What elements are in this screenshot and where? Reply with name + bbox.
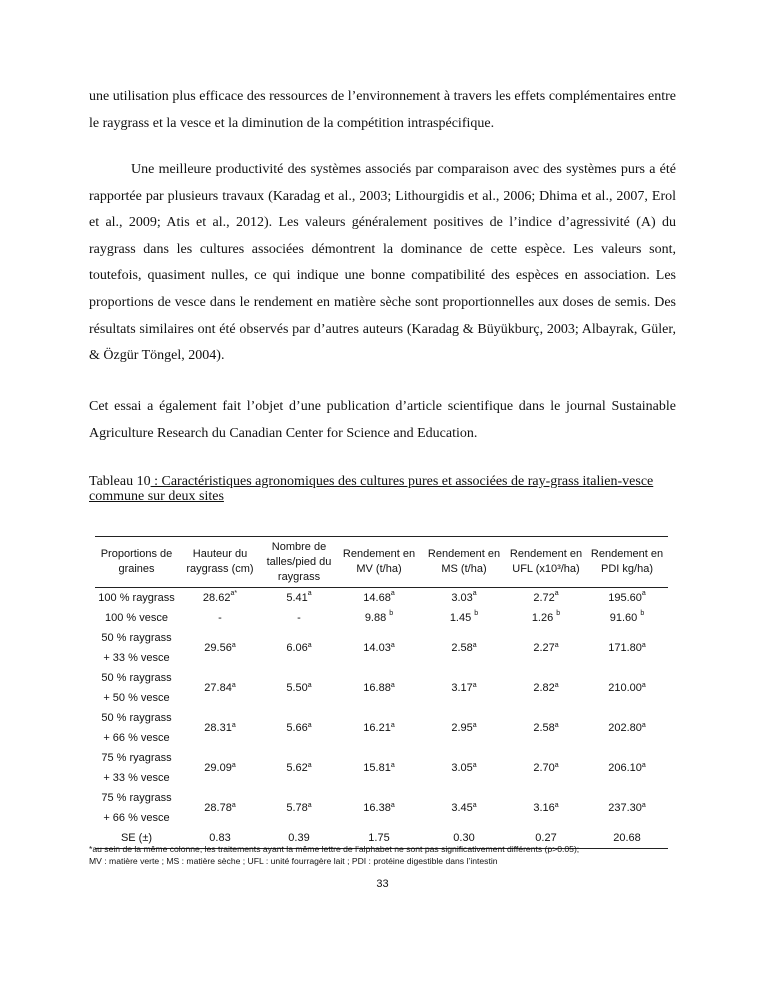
proportion-line-1: 50 % raygrass [101, 632, 172, 644]
value-cell [586, 788, 668, 828]
cell-value: 14.03 [363, 642, 391, 654]
value-cell [336, 788, 422, 828]
value-cell [586, 588, 668, 609]
significance-letter: a [554, 590, 559, 597]
significance-letter: a [641, 722, 646, 729]
proportion-cell [95, 668, 178, 708]
value-cell [586, 628, 668, 668]
cell-value: 2.27 [533, 642, 555, 654]
value-cell [336, 748, 422, 788]
value-cell [422, 608, 506, 628]
value-cell [178, 748, 262, 788]
header-cell: Proportions de graines [95, 537, 178, 588]
value-cell [336, 588, 422, 609]
significance-letter: b [389, 610, 394, 617]
value-cell [262, 588, 336, 609]
significance-letter: a [641, 590, 646, 597]
proportion-cell [95, 748, 178, 788]
significance-letter: a [472, 722, 477, 729]
cell-value: 3.17 [451, 682, 473, 694]
cell-value: 210.00 [608, 682, 642, 694]
paragraph-1: une utilisation plus efficace des ressources de l’environnement à travers les effets complémentaires entre le raygrass et la vesce et la diminution de la compétition intraspécifique. [89, 89, 676, 131]
significance-letter: a [231, 722, 236, 729]
significance-letter: a [390, 642, 395, 649]
cell-value: 1.26 [531, 612, 557, 624]
se-value: 20.68 [586, 828, 668, 849]
cell-value: 206.10 [608, 762, 642, 774]
cell-value: 2.82 [533, 682, 555, 694]
significance-letter: a [472, 802, 477, 809]
proportion-cell [95, 708, 178, 748]
value-cell [262, 608, 336, 628]
value-cell [178, 588, 262, 609]
header-cell: Hauteur du raygrass (cm) [178, 537, 262, 588]
se-value: 0.39 [262, 828, 336, 849]
significance-letter: a [641, 762, 646, 769]
data-table-container [95, 536, 668, 849]
se-value: 0.30 [422, 828, 506, 849]
cell-value: 2.95 [451, 722, 473, 734]
significance-letter: a [231, 762, 236, 769]
significance-letter: b [640, 610, 645, 617]
cell-value: 28.31 [204, 722, 232, 734]
significance-letter: a [307, 642, 312, 649]
value-cell [178, 628, 262, 668]
proportion-line-1: 100 % vesce [105, 612, 168, 624]
cell-value: 5.78 [286, 802, 308, 814]
significance-letter: a* [230, 590, 238, 597]
value-cell [178, 788, 262, 828]
cell-value: 29.09 [204, 762, 232, 774]
value-cell [262, 668, 336, 708]
cell-value: 2.70 [533, 762, 555, 774]
cell-value: 14.68 [363, 592, 391, 604]
value-cell [586, 748, 668, 788]
cell-value: 237.30 [608, 802, 642, 814]
significance-letter: a [472, 590, 477, 597]
cell-value: 16.88 [363, 682, 391, 694]
proportion-cell [95, 588, 178, 609]
paragraph-3: Cet essai a également fait l’objet d’une publication d’article scientifique dans le journal Sustainable Agriculture Research du Canadian Center for Science and Education. [89, 399, 676, 441]
se-value: 1.75 [336, 828, 422, 849]
table-row [95, 708, 668, 748]
significance-letter: a [307, 682, 312, 689]
cell-value: 2.58 [451, 642, 473, 654]
proportion-line-2: + 66 % vesce [103, 732, 170, 744]
table-row [95, 788, 668, 828]
significance-letter: a [390, 682, 395, 689]
header-cell: Rendement en PDI kg/ha) [586, 537, 668, 588]
proportion-cell [95, 628, 178, 668]
value-cell [586, 608, 668, 628]
header-cell: Rendement en MS (t/ha) [422, 537, 506, 588]
cell-value: 5.62 [286, 762, 308, 774]
cell-value: - [297, 612, 301, 624]
significance-letter: a [390, 762, 395, 769]
significance-letter: a [554, 682, 559, 689]
significance-letter: a [472, 762, 477, 769]
value-cell [506, 708, 586, 748]
se-label: SE (±) [95, 828, 178, 849]
value-cell [336, 608, 422, 628]
cell-value: 16.38 [363, 802, 391, 814]
significance-letter: b [474, 610, 479, 617]
value-cell [336, 708, 422, 748]
value-cell [336, 668, 422, 708]
significance-letter: a [554, 642, 559, 649]
significance-letter: b [556, 610, 561, 617]
significance-letter: a [390, 722, 395, 729]
significance-letter: a [472, 682, 477, 689]
cell-value: 1.45 [449, 612, 475, 624]
value-cell [586, 708, 668, 748]
cell-value: 9.88 [364, 612, 390, 624]
value-cell [586, 668, 668, 708]
page-number: 33 [376, 878, 389, 890]
proportion-line-1: 50 % raygrass [101, 712, 172, 724]
value-cell [336, 628, 422, 668]
header-cell: Rendement en UFL (x10³/ha) [506, 537, 586, 588]
agronomic-table [95, 536, 668, 849]
significance-letter: a [231, 802, 236, 809]
proportion-line-1: 75 % raygrass [101, 792, 172, 804]
cell-value: 6.06 [286, 642, 308, 654]
significance-letter: a [641, 682, 646, 689]
se-value: 0.83 [178, 828, 262, 849]
value-cell [506, 668, 586, 708]
value-cell [506, 788, 586, 828]
footnote-line-2: MV : matière verte ; MS : matière sèche ; UFL : unité fourragère lait ; PDI : protéine digestible dans l’intestin [89, 856, 498, 866]
cell-value: 28.78 [204, 802, 232, 814]
table-row [95, 668, 668, 708]
significance-letter: a [641, 802, 646, 809]
proportion-line-2: + 50 % vesce [103, 692, 170, 704]
proportion-line-2: + 66 % vesce [103, 812, 170, 824]
value-cell [262, 708, 336, 748]
footnote-line-1: *au sein de la même colonne, les traitements ayant la même lettre de l’alphabet ne sont pas significativement différents (p>0.05); [89, 844, 580, 854]
cell-value: 171.80 [608, 642, 642, 654]
significance-letter: a [390, 802, 395, 809]
significance-letter: a [307, 762, 312, 769]
value-cell [506, 588, 586, 609]
proportion-cell [95, 788, 178, 828]
significance-letter: a [554, 802, 559, 809]
significance-letter: a [307, 802, 312, 809]
cell-value: 195.60 [608, 592, 642, 604]
significance-letter: a [231, 642, 236, 649]
se-value: 0.27 [506, 828, 586, 849]
paragraph-2: Une meilleure productivité des systèmes associés par comparaison avec des systèmes purs a été rapportée par plusieurs travaux (Karadag et al., 2003; Lithourgidis et al., 2006; Dhima et al., 2007, Erol et al., 2009; Atis et al., 2012). Les valeurs généralement positives de l’indice d’agressivité (A) du raygrass dans les cultures associées démontrent la dominance de cette espèce. Les valeurs sont, toutefois, quasiment nulles, ce qui indique une bonne compatibilité des espèces en association. Les proportions de vesce dans le rendement en matière sèche sont proportionnelles aux doses de semis. Des résultats similaires ont été observés par d’autres auteurs (Karadag & Büyükburç, 2003; Albayrak, Güler, & Özgür Töngel, 2004). [89, 162, 676, 364]
value-cell [422, 628, 506, 668]
cell-value: 3.16 [533, 802, 555, 814]
value-cell [422, 788, 506, 828]
proportion-line-2: + 33 % vesce [103, 772, 170, 784]
table-caption-label: Tableau 10 [89, 474, 151, 489]
significance-letter: a [554, 762, 559, 769]
cell-value: 5.66 [286, 722, 308, 734]
significance-letter: a [307, 590, 312, 597]
significance-letter: a [307, 722, 312, 729]
value-cell [178, 668, 262, 708]
value-cell [178, 708, 262, 748]
cell-value: 2.58 [533, 722, 555, 734]
table-header-row [95, 537, 668, 588]
cell-value: 15.81 [363, 762, 391, 774]
significance-letter: a [641, 642, 646, 649]
value-cell [262, 788, 336, 828]
cell-value: 16.21 [363, 722, 391, 734]
value-cell [422, 748, 506, 788]
proportion-line-1: 75 % ryagrass [101, 752, 172, 764]
value-cell [262, 628, 336, 668]
significance-letter: a [554, 722, 559, 729]
cell-value: 3.03 [451, 592, 473, 604]
table-row [95, 748, 668, 788]
header-cell: Rendement en MV (t/ha) [336, 537, 422, 588]
value-cell [506, 748, 586, 788]
table-caption-title: : Caractéristiques agronomiques des cultures pures et associées de ray-grass italien-vesce commune sur deux sites [89, 474, 654, 504]
table-footnote [89, 843, 689, 867]
table-row [95, 588, 668, 609]
cell-value: 202.80 [608, 722, 642, 734]
value-cell [422, 708, 506, 748]
proportion-line-1: 100 % raygrass [98, 592, 175, 604]
proportion-line-2: + 33 % vesce [103, 652, 170, 664]
value-cell [506, 608, 586, 628]
cell-value: 29.56 [204, 642, 232, 654]
proportion-line-1: 50 % raygrass [101, 672, 172, 684]
cell-value: 3.05 [451, 762, 473, 774]
cell-value: 91.60 [609, 612, 641, 624]
header-cell: Nombre de talles/pied du raygrass [262, 537, 336, 588]
cell-value: 5.50 [286, 682, 308, 694]
table-row [95, 608, 668, 628]
proportion-cell [95, 608, 178, 628]
value-cell [422, 588, 506, 609]
significance-letter: a [390, 590, 395, 597]
cell-value: 3.45 [451, 802, 473, 814]
table-row [95, 628, 668, 668]
significance-letter: a [231, 682, 236, 689]
significance-letter: a [472, 642, 477, 649]
table-caption [89, 474, 669, 504]
cell-value: 27.84 [204, 682, 232, 694]
cell-value: - [218, 612, 222, 624]
cell-value: 5.41 [286, 592, 308, 604]
cell-value: 2.72 [533, 592, 555, 604]
value-cell [262, 748, 336, 788]
value-cell [506, 628, 586, 668]
value-cell [178, 608, 262, 628]
value-cell [422, 668, 506, 708]
cell-value: 28.62 [202, 592, 231, 604]
